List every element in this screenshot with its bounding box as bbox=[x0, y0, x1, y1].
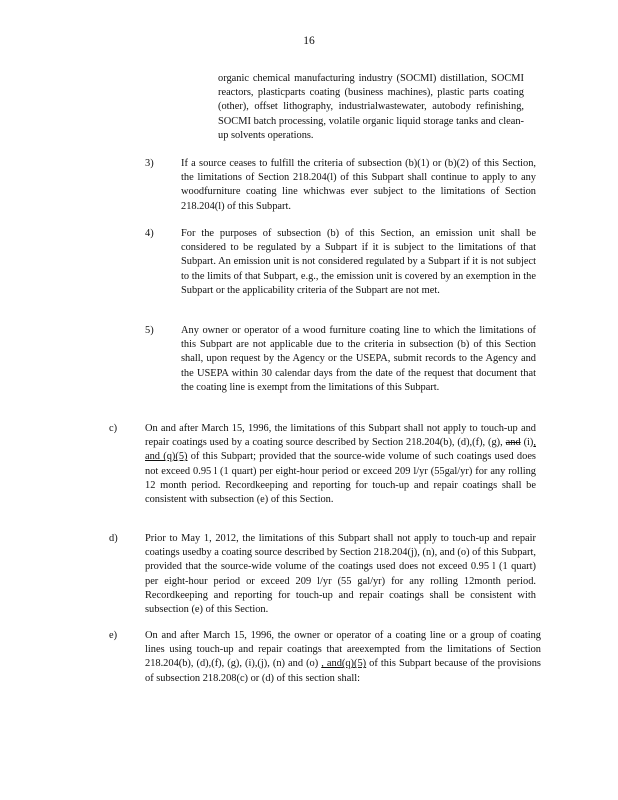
item-3-marker: 3) bbox=[145, 158, 154, 169]
item-4-text: For the purposes of subsection (b) of this Section, an emission unit shall be considered to be regulated by a Subpart if it is subject to the limitations of that Subpart. An emission unit is not considered regulated by a Subpart if it is not subject to the limits of that Subpart, e.g., the emission unit is covered by an exemption in the Subpart or the applicability criteria of the Subpart are not met. bbox=[181, 228, 536, 296]
item-e-text bbox=[145, 629, 541, 686]
item-c-marker: c) bbox=[109, 423, 118, 434]
item-e-text-after: of this Subpart because of the provisions of subsection 218.208(c) or (d) of this section shall: bbox=[145, 658, 541, 684]
item-e-underlined-text: , and(q)(5) bbox=[321, 658, 367, 670]
item-c-struck-text: and bbox=[505, 437, 521, 449]
item-3-text: If a source ceases to fulfill the criteria of subsection (b)(1) or (b)(2) of this Section, the limitations of Section 218.204(l) of this Subpart shall continue to apply to any woodfurniture coating line whichwas ever subject to the limitations of Section 218.204(l) of this Subpart. bbox=[181, 158, 536, 212]
item-d-marker: d) bbox=[109, 533, 118, 544]
intro-paragraph: organic chemical manufacturing industry (SOCMI) distillation, SOCMI reactors, plasticparts coating (business machines), plastic parts coating (other), offset lithography, industrialwastewater, autobody refinishing, SOCMI batch processing, volatile organic liquid storage tanks and clean-up solvents operations. bbox=[218, 73, 524, 141]
page-number: 16 bbox=[303, 35, 315, 47]
item-e-text-before: On and after March 15, 1996, the owner or operator of a coating line or a group of coating lines using touch-up and repair coatings that areexempted from the limitations of Section 218.204(b), (d),(f), (g), (i),(j), (n) and (o) bbox=[145, 630, 541, 670]
item-c-text-after: of this Subpart; provided that the source-wide volume of such coatings used does not exceed 0.95 l (1 quart) per eight-hour period or exceed 209 l/yr (55gal/yr) for any rolling 12 month period. Recordkeeping and reporting for touch-up and repair coatings shall be consistent with subsection (e) of this Section. bbox=[145, 451, 536, 506]
item-c-text bbox=[145, 422, 536, 507]
item-c-text-mid: (i) bbox=[520, 437, 534, 449]
item-4-marker: 4) bbox=[145, 228, 154, 239]
item-e-marker: e) bbox=[109, 630, 118, 641]
item-5-marker: 5) bbox=[145, 325, 154, 336]
item-d-text: Prior to May 1, 2012, the limitations of this Subpart shall not apply to touch-up and repair coatings usedby a coating source described by Section 218.204(j), (n), and (o) of this Subpart, provided that the source-wide volume of the coatings used does not exceed 0.95 l (1 quart) per eight-hour period or exceed 209 l/yr (55 gal/yr) for any rolling 12month period. Recordkeeping and reporting for touch-up and repair coatings shall be consistent with subsection (e) of this Section. bbox=[145, 533, 536, 616]
item-c-text-before: On and after March 15, 1996, the limitations of this Subpart shall not apply to touch-up and repair coatings used by a coating source described by Section 218.204(b), (d),(f), (g), bbox=[145, 423, 536, 449]
item-c-underlined-text: , and (q)(5) bbox=[145, 437, 536, 463]
item-5-text: Any owner or operator of a wood furniture coating line to which the limitations of this Subpart are not applicable due to the criteria in subsection (b) of this Section shall, upon request by the Agency or the USEPA, submit records to the Agency and the USEPA within 30 calendar days from the date of the request that document that the coating line is exempt from the limitations of this Subpart. bbox=[181, 325, 536, 393]
